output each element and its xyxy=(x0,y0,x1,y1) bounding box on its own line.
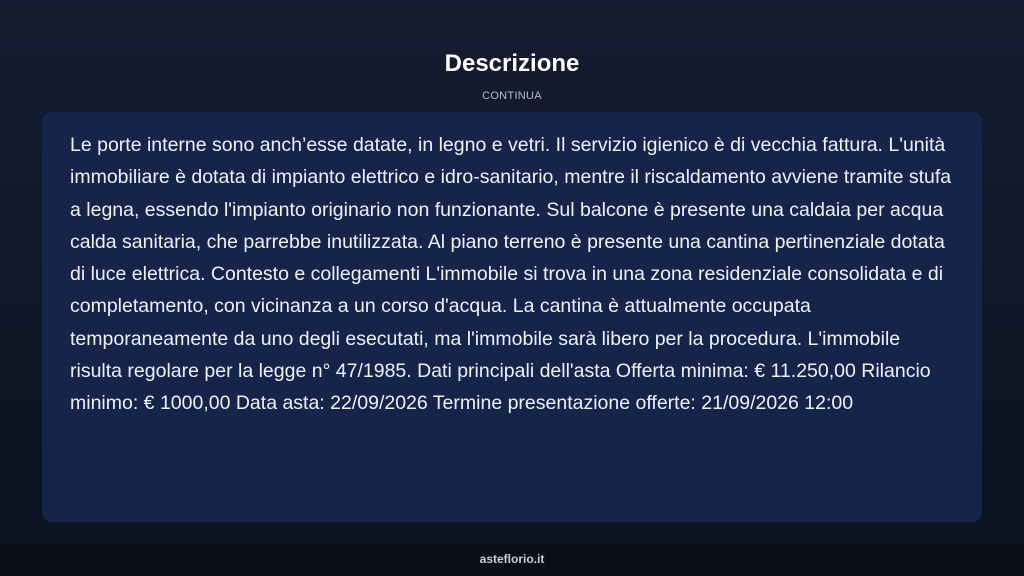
description-text: Le porte interne sono anch’esse datate, in legno e vetri. Il servizio igienico è di vecchia fattura. L'unità immobiliare è dotata di impianto elettrico e idro-sanitario, mentre il riscaldamento avviene tramite stufa a legna, essendo l'impianto originario non funzionante. Sul balcone è presente una caldaia per acqua calda sanitaria, che parrebbe inutilizzata. Al piano terreno è presente una cantina pertinenziale dotata di luce elettrica. Contesto e collegamenti L'immobile si trova in una zona residenziale consolidata e di completamento, con vicinanza a un corso d'acqua. La cantina è attualmente occupata temporaneamente da uno degli esecutati, ma l'immobile sarà libero per la procedura. L'immobile risulta regolare per la legge n° 47/1985. Dati principali dell'asta Offerta minima: € 11.250,00 Rilancio minimo: € 1000,00 Data asta: 22/09/2026 Termine presentazione offerte: 21/09/2026 12:00 xyxy=(70,134,952,415)
continue-label: CONTINUA xyxy=(482,90,542,102)
description-card xyxy=(42,112,982,522)
footer-site-link[interactable]: asteflorio.it xyxy=(479,552,545,566)
footer-bar xyxy=(0,543,1024,576)
page-title: Descrizione xyxy=(444,50,580,77)
